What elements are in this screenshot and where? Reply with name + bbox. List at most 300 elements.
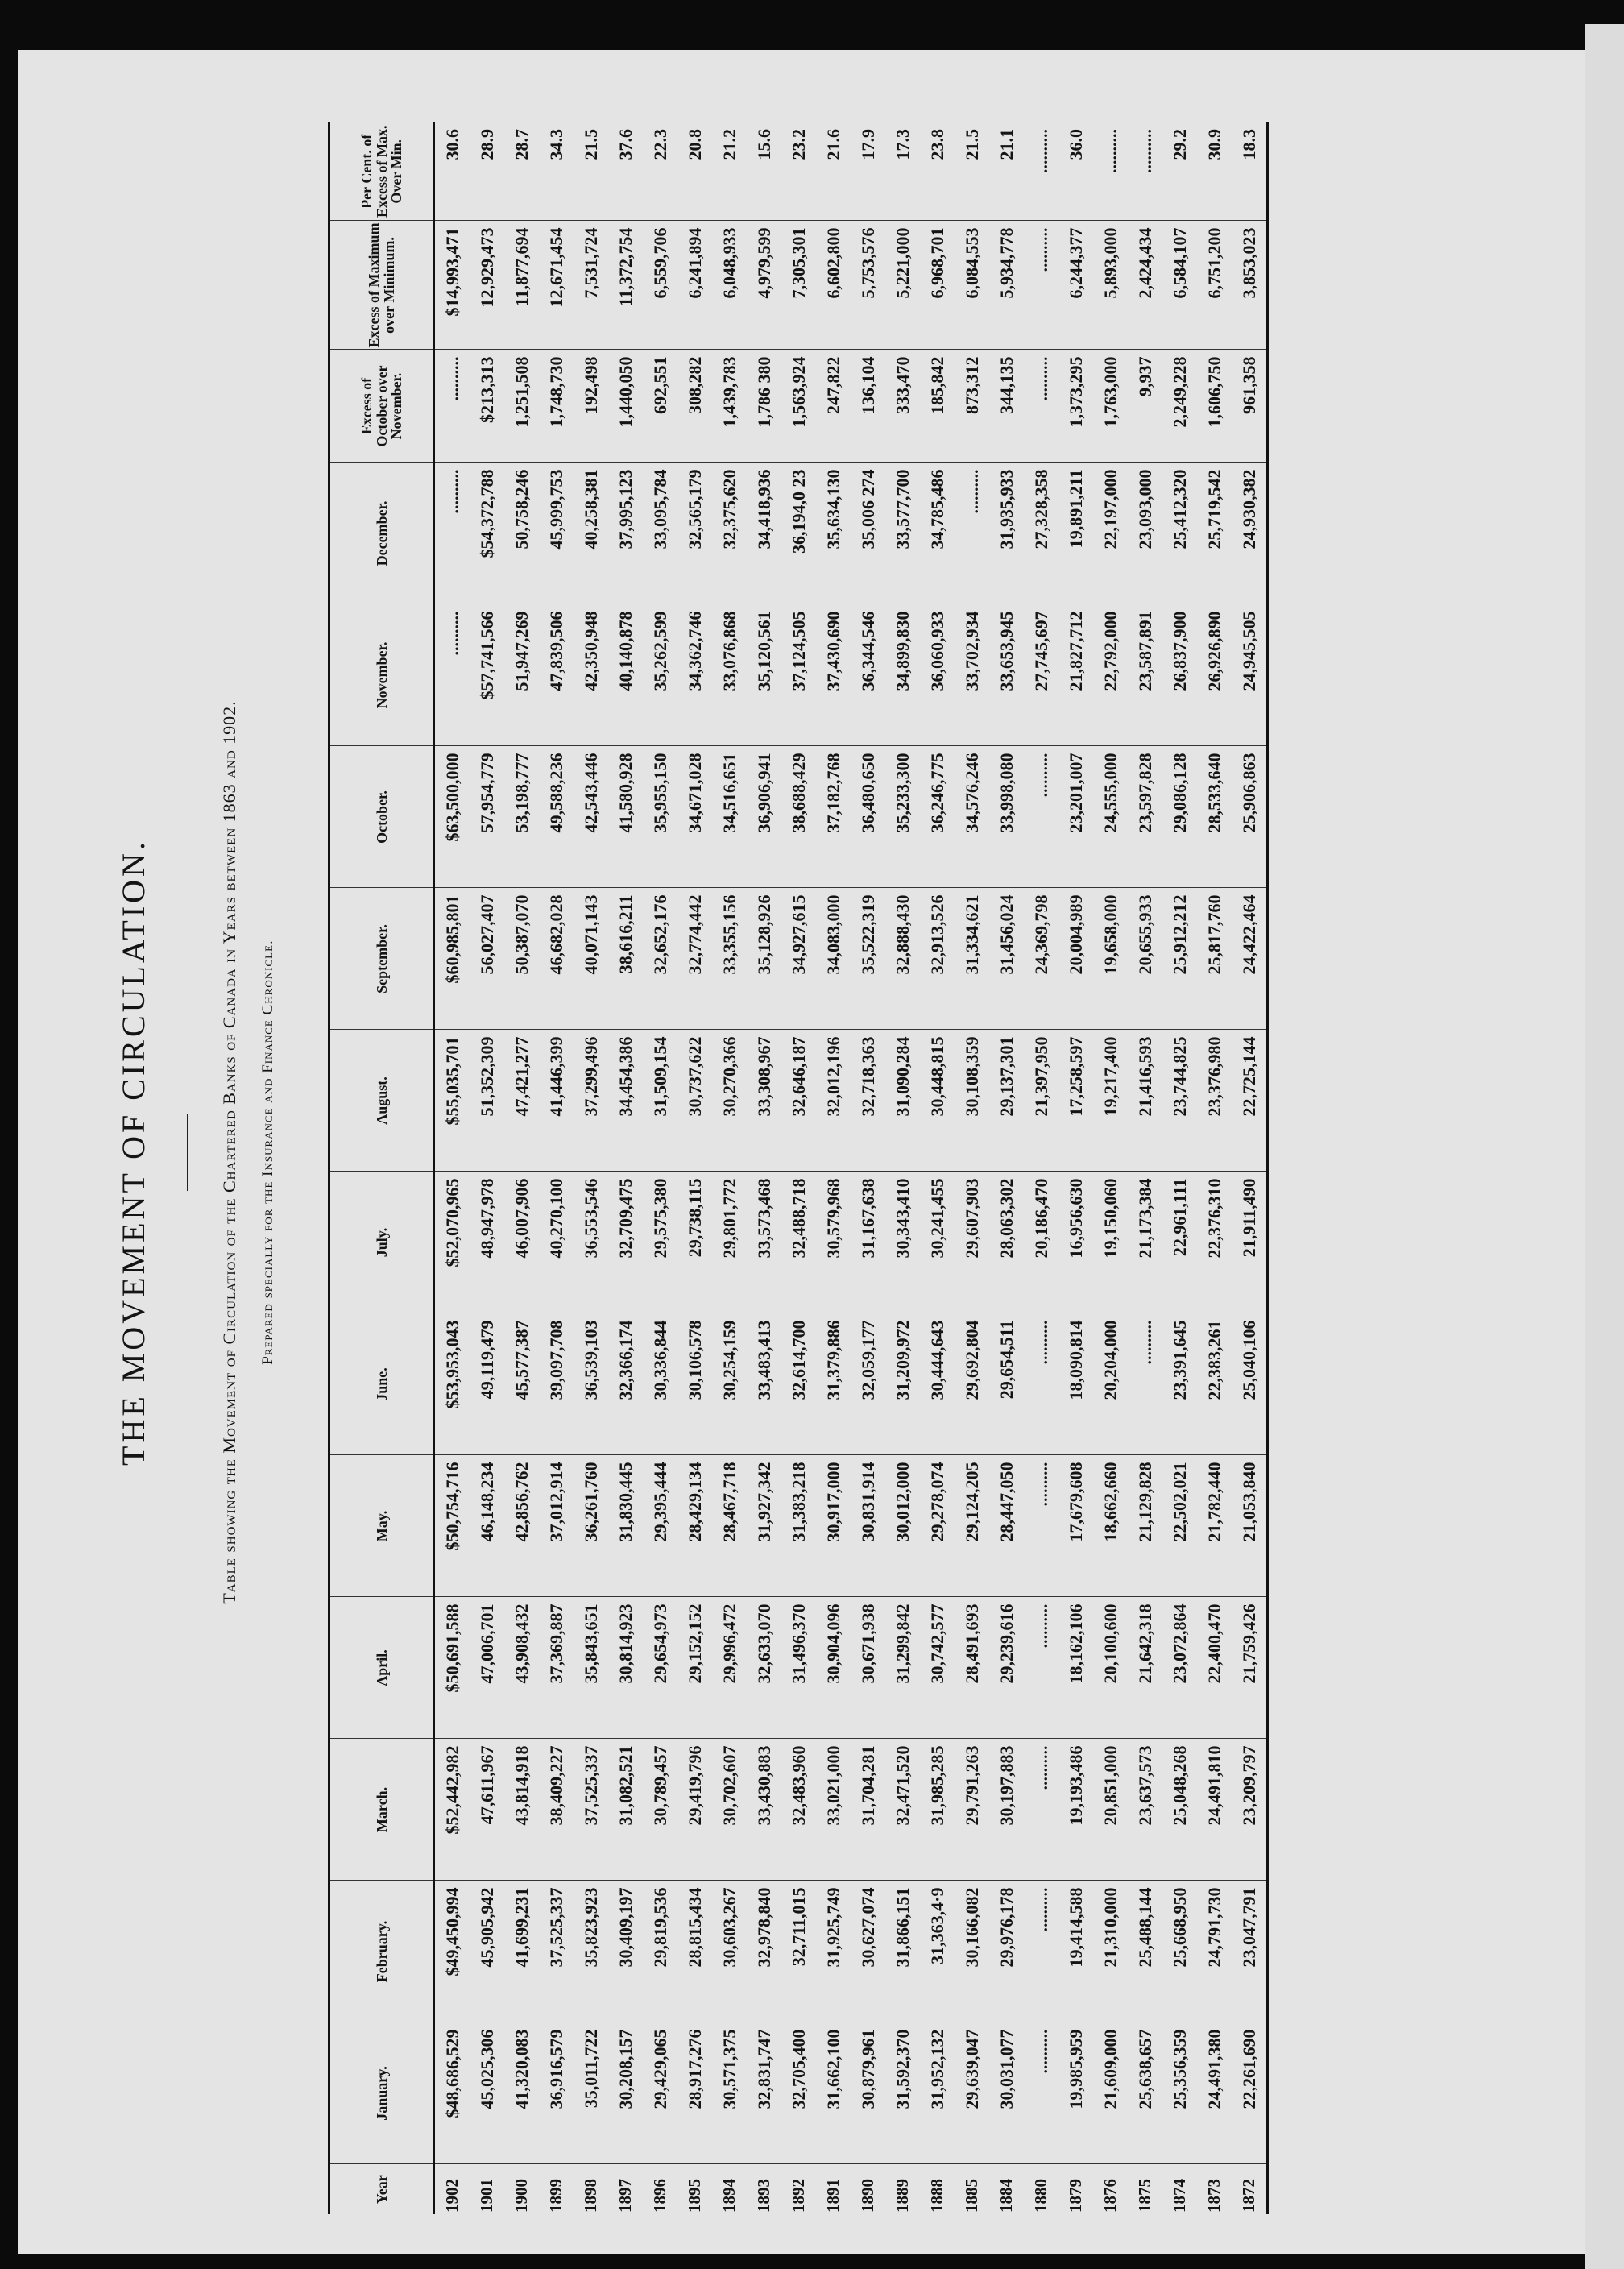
cell-excess-oct-nov: 2,249,228 — [1162, 350, 1197, 463]
header-december: December. — [329, 463, 435, 604]
cell-october: 34,671,028 — [677, 746, 712, 888]
cell-june: 45,577,387 — [504, 1313, 539, 1455]
cell-september: 31,334,621 — [955, 888, 989, 1030]
cell-excess-max-min: 6,584,107 — [1162, 221, 1197, 350]
cell-august: 41,446,399 — [539, 1030, 574, 1172]
cell-may: 18,662,660 — [1093, 1455, 1128, 1597]
table-row — [643, 122, 677, 2214]
cell-july: 33,573,468 — [747, 1172, 781, 1313]
table-row — [677, 122, 712, 2214]
cell-september: 35,522,319 — [851, 888, 885, 1030]
cell-march: 30,789,457 — [643, 1739, 677, 1881]
cell-percent-excess: .......... — [1093, 122, 1128, 221]
cell-august: 30,737,622 — [677, 1030, 712, 1172]
cell-april: 30,742,577 — [920, 1597, 955, 1739]
cell-excess-oct-nov: 1,606,750 — [1197, 350, 1232, 463]
cell-june: 32,059,177 — [851, 1313, 885, 1455]
cell-october: 53,198,777 — [504, 746, 539, 888]
cell-november: 22,792,000 — [1093, 604, 1128, 746]
cell-year: 1875 — [1135, 2179, 1154, 2213]
cell-percent-excess: 21.1 — [989, 122, 1024, 221]
table-row — [504, 122, 539, 2214]
cell-may: 28,429,134 — [677, 1455, 712, 1597]
circulation-table — [328, 122, 1269, 2214]
cell-may: 30,917,000 — [816, 1455, 851, 1597]
cell-year: 1892 — [789, 2179, 808, 2213]
table-row — [851, 122, 885, 2214]
cell-october: 41,580,928 — [608, 746, 643, 888]
cell-excess-oct-nov: 136,104 — [851, 350, 885, 463]
cell-june: 25,040,106 — [1232, 1313, 1268, 1455]
header-excess-oct-nov: Excess of October over November. — [329, 350, 435, 463]
cell-excess-oct-nov: 1,439,783 — [712, 350, 747, 463]
cell-october: 36,906,941 — [747, 746, 781, 888]
cell-july: 31,167,638 — [851, 1172, 885, 1313]
cell-june: 23,391,645 — [1162, 1313, 1197, 1455]
cell-october: 28,533,640 — [1197, 746, 1232, 888]
cell-february: 30,627,074 — [851, 1881, 885, 2022]
table-row — [989, 122, 1024, 2214]
cell-april: 47,006,701 — [470, 1597, 504, 1739]
cell-may: 21,129,828 — [1128, 1455, 1162, 1597]
cell-july: 36,553,546 — [574, 1172, 608, 1313]
cell-july: $52,070,965 — [434, 1172, 470, 1313]
cell-excess-oct-nov: 1,748,730 — [539, 350, 574, 463]
cell-march: 23,209,797 — [1232, 1739, 1268, 1881]
cell-february: 31,866,151 — [885, 1881, 920, 2022]
cell-excess-max-min: 12,671,454 — [539, 221, 574, 350]
cell-year: 1897 — [615, 2179, 635, 2213]
cell-august: 22,725,144 — [1232, 1030, 1268, 1172]
cell-december: $54,372,788 — [470, 463, 504, 604]
cell-january: 32,705,400 — [781, 2022, 816, 2164]
cell-february: 28,815,434 — [677, 1881, 712, 2022]
cell-december: 33,577,700 — [885, 463, 920, 604]
cell-february: 25,668,950 — [1162, 1881, 1197, 2022]
cell-august: 47,421,277 — [504, 1030, 539, 1172]
table-row — [816, 122, 851, 2214]
cell-march: 25,048,268 — [1162, 1739, 1197, 1881]
cell-october: 38,688,429 — [781, 746, 816, 888]
cell-percent-excess: 21.2 — [712, 122, 747, 221]
cell-april: 22,400,470 — [1197, 1597, 1232, 1739]
cell-year: 1880 — [1031, 2179, 1050, 2213]
cell-november: 36,060,933 — [920, 604, 955, 746]
cell-excess-max-min: 11,372,754 — [608, 221, 643, 350]
cell-august: 31,090,284 — [885, 1030, 920, 1172]
cell-september: 34,927,615 — [781, 888, 816, 1030]
cell-percent-excess: 30.6 — [434, 122, 470, 221]
cell-july: 29,738,115 — [677, 1172, 712, 1313]
cell-year: 1889 — [893, 2179, 912, 2213]
cell-april: .......... — [1024, 1597, 1058, 1739]
cell-february: 30,603,267 — [712, 1881, 747, 2022]
table-row — [920, 122, 955, 2214]
cell-excess-max-min: 5,893,000 — [1093, 221, 1128, 350]
cell-october: 33,998,080 — [989, 746, 1024, 888]
cell-percent-excess: 28.9 — [470, 122, 504, 221]
cell-september: 25,912,212 — [1162, 888, 1197, 1030]
cell-january: 25,356,359 — [1162, 2022, 1197, 2164]
cell-july: 29,801,772 — [712, 1172, 747, 1313]
cell-february: 21,310,000 — [1093, 1881, 1128, 2022]
cell-excess-oct-nov: 192,498 — [574, 350, 608, 463]
cell-april: 29,152,152 — [677, 1597, 712, 1739]
header-april: April. — [329, 1597, 435, 1739]
cell-excess-max-min: 12,929,473 — [470, 221, 504, 350]
cell-january: 22,261,690 — [1232, 2022, 1268, 2164]
cell-december: 36,194,0 23 — [781, 463, 816, 604]
document-page — [18, 50, 1585, 2254]
cell-excess-oct-nov: 185,842 — [920, 350, 955, 463]
cell-excess-oct-nov: 1,786 380 — [747, 350, 781, 463]
cell-july: 32,488,718 — [781, 1172, 816, 1313]
cell-july: 20,186,470 — [1024, 1172, 1058, 1313]
cell-february: 37,525,337 — [539, 1881, 574, 2022]
table-row — [1024, 122, 1058, 2214]
cell-september: 32,888,430 — [885, 888, 920, 1030]
cell-excess-max-min: 6,048,933 — [712, 221, 747, 350]
header-june: June. — [329, 1313, 435, 1455]
cell-august: 31,509,154 — [643, 1030, 677, 1172]
cell-january: 19,985,959 — [1058, 2022, 1093, 2164]
cell-november: 33,653,945 — [989, 604, 1024, 746]
table-row — [1162, 122, 1197, 2214]
cell-december: 25,412,320 — [1162, 463, 1197, 604]
cell-april: 30,671,938 — [851, 1597, 885, 1739]
table-row — [1128, 122, 1162, 2214]
table-row — [574, 122, 608, 2214]
cell-march: 38,409,227 — [539, 1739, 574, 1881]
cell-december: 45,999,753 — [539, 463, 574, 604]
cell-september: 32,913,526 — [920, 888, 955, 1030]
cell-february: 29,819,536 — [643, 1881, 677, 2022]
cell-june: $53,953,043 — [434, 1313, 470, 1455]
cell-july: 29,607,903 — [955, 1172, 989, 1313]
cell-march: 31,082,521 — [608, 1739, 643, 1881]
cell-excess-oct-nov: .......... — [1024, 350, 1058, 463]
cell-may: 31,383,218 — [781, 1455, 816, 1597]
cell-march: 30,702,607 — [712, 1739, 747, 1881]
cell-december: 35,006 274 — [851, 463, 885, 604]
cell-march: 33,430,883 — [747, 1739, 781, 1881]
cell-percent-excess: 37.6 — [608, 122, 643, 221]
cell-february: 32,978,840 — [747, 1881, 781, 2022]
header-october: October. — [329, 746, 435, 888]
cell-january: 30,031,077 — [989, 2022, 1024, 2164]
cell-january: 30,879,961 — [851, 2022, 885, 2164]
table-body — [434, 122, 1268, 2214]
cell-june: 31,209,972 — [885, 1313, 920, 1455]
cell-percent-excess: 21.5 — [574, 122, 608, 221]
cell-excess-oct-nov: 1,373,295 — [1058, 350, 1093, 463]
cell-may: 31,927,342 — [747, 1455, 781, 1597]
cell-september: 33,355,156 — [712, 888, 747, 1030]
cell-august: 21,397,950 — [1024, 1030, 1058, 1172]
table-row — [539, 122, 574, 2214]
cell-may: 30,831,914 — [851, 1455, 885, 1597]
cell-august: 23,744,825 — [1162, 1030, 1197, 1172]
cell-may: 30,012,000 — [885, 1455, 920, 1597]
cell-percent-excess: 20.8 — [677, 122, 712, 221]
header-february: February. — [329, 1881, 435, 2022]
cell-february: 29,976,178 — [989, 1881, 1024, 2022]
cell-january: 31,592,370 — [885, 2022, 920, 2164]
cell-april: 35,843,651 — [574, 1597, 608, 1739]
cell-excess-max-min: 6,559,706 — [643, 221, 677, 350]
cell-may: 17,679,608 — [1058, 1455, 1093, 1597]
cell-december: 34,785,486 — [920, 463, 955, 604]
cell-october: 42,543,446 — [574, 746, 608, 888]
cell-march: 29,791,263 — [955, 1739, 989, 1881]
cell-july: 30,343,410 — [885, 1172, 920, 1313]
cell-percent-excess: 23.2 — [781, 122, 816, 221]
cell-january: 21,609,000 — [1093, 2022, 1128, 2164]
cell-september: 32,774,442 — [677, 888, 712, 1030]
cell-percent-excess: .......... — [1024, 122, 1058, 221]
cell-excess-max-min: 7,305,301 — [781, 221, 816, 350]
cell-april: 31,496,370 — [781, 1597, 816, 1739]
cell-june: .......... — [1024, 1313, 1058, 1455]
cell-april: 29,654,973 — [643, 1597, 677, 1739]
cell-august: 37,299,496 — [574, 1030, 608, 1172]
cell-may: 36,261,760 — [574, 1455, 608, 1597]
cell-excess-max-min: 2,424,434 — [1128, 221, 1162, 350]
facing-page-edge — [1585, 24, 1624, 2269]
cell-july: 30,579,968 — [816, 1172, 851, 1313]
cell-june: 31,379,886 — [816, 1313, 851, 1455]
cell-december: 31,935,933 — [989, 463, 1024, 604]
cell-february: 31,925,749 — [816, 1881, 851, 2022]
cell-december: 25,719,542 — [1197, 463, 1232, 604]
header-may: May. — [329, 1455, 435, 1597]
cell-june: 36,539,103 — [574, 1313, 608, 1455]
cell-year: 1885 — [962, 2179, 981, 2213]
cell-january: 30,571,375 — [712, 2022, 747, 2164]
cell-april: 23,072,864 — [1162, 1597, 1197, 1739]
cell-october: 29,086,128 — [1162, 746, 1197, 888]
table-row — [747, 122, 781, 2214]
cell-excess-oct-nov: $213,313 — [470, 350, 504, 463]
cell-january: $48,686,529 — [434, 2022, 470, 2164]
table-source-note: Prepared specially for the Insurance and Finance Chronicle. — [259, 940, 276, 1365]
cell-april: 30,904,096 — [816, 1597, 851, 1739]
table-row — [885, 122, 920, 2214]
cell-april: 37,369,887 — [539, 1597, 574, 1739]
cell-percent-excess: 21.5 — [955, 122, 989, 221]
cell-excess-max-min: 5,221,000 — [885, 221, 920, 350]
cell-april: 31,299,842 — [885, 1597, 920, 1739]
cell-year: 1898 — [581, 2179, 600, 2213]
cell-april: 21,759,426 — [1232, 1597, 1268, 1739]
cell-october: 34,576,246 — [955, 746, 989, 888]
cell-february: 25,488,144 — [1128, 1881, 1162, 2022]
cell-may: .......... — [1024, 1455, 1058, 1597]
cell-year: 1874 — [1170, 2179, 1189, 2213]
cell-percent-excess: 17.9 — [851, 122, 885, 221]
cell-september: 46,682,028 — [539, 888, 574, 1030]
table-row — [1058, 122, 1093, 2214]
cell-march: 24,491,810 — [1197, 1739, 1232, 1881]
title-rule — [187, 1114, 188, 1191]
cell-january: .......... — [1024, 2022, 1058, 2164]
cell-percent-excess: 18.3 — [1232, 122, 1268, 221]
cell-year: 1901 — [477, 2179, 496, 2213]
cell-february: $49,450,994 — [434, 1881, 470, 2022]
cell-october: 24,555,000 — [1093, 746, 1128, 888]
cell-october: 57,954,779 — [470, 746, 504, 888]
cell-december: 37,995,123 — [608, 463, 643, 604]
cell-february: 30,166,082 — [955, 1881, 989, 2022]
cell-percent-excess: .......... — [1128, 122, 1162, 221]
cell-july: 30,241,455 — [920, 1172, 955, 1313]
cell-may: 21,782,440 — [1197, 1455, 1232, 1597]
cell-january: 29,429,065 — [643, 2022, 677, 2164]
cell-may: 42,856,762 — [504, 1455, 539, 1597]
cell-december: 22,197,000 — [1093, 463, 1128, 604]
cell-excess-oct-nov: 247,822 — [816, 350, 851, 463]
cell-december: 34,418,936 — [747, 463, 781, 604]
cell-october: 36,480,650 — [851, 746, 885, 888]
cell-december: 23,093,000 — [1128, 463, 1162, 604]
cell-year: 1873 — [1204, 2179, 1224, 2213]
cell-september: 31,456,024 — [989, 888, 1024, 1030]
cell-may: 29,278,074 — [920, 1455, 955, 1597]
cell-february: 35,823,923 — [574, 1881, 608, 2022]
cell-percent-excess: 30.9 — [1197, 122, 1232, 221]
cell-february: 30,409,197 — [608, 1881, 643, 2022]
cell-may: 29,395,444 — [643, 1455, 677, 1597]
cell-april: $50,691,588 — [434, 1597, 470, 1739]
page-title: THE MOVEMENT OF CIRCULATION. — [115, 839, 151, 1466]
cell-percent-excess: 36.0 — [1058, 122, 1093, 221]
cell-march: 31,704,281 — [851, 1739, 885, 1881]
cell-september: 56,027,407 — [470, 888, 504, 1030]
header-september: September. — [329, 888, 435, 1030]
cell-december: 32,565,179 — [677, 463, 712, 604]
cell-april: 43,908,432 — [504, 1597, 539, 1739]
cell-january: 32,831,747 — [747, 2022, 781, 2164]
cell-excess-oct-nov: 344,135 — [989, 350, 1024, 463]
cell-excess-max-min: 5,934,778 — [989, 221, 1024, 350]
cell-september: 25,817,760 — [1197, 888, 1232, 1030]
cell-june: 32,366,174 — [608, 1313, 643, 1455]
cell-year: 1891 — [823, 2179, 843, 2213]
cell-june: 30,444,643 — [920, 1313, 955, 1455]
cell-september: 32,652,176 — [643, 888, 677, 1030]
cell-february: 45,905,942 — [470, 1881, 504, 2022]
cell-august: 21,416,593 — [1128, 1030, 1162, 1172]
cell-january: 31,662,100 — [816, 2022, 851, 2164]
cell-august: 33,308,967 — [747, 1030, 781, 1172]
cell-year: 1895 — [685, 2179, 704, 2213]
cell-june: 22,383,261 — [1197, 1313, 1232, 1455]
cell-excess-oct-nov: 873,312 — [955, 350, 989, 463]
cell-november: 33,702,934 — [955, 604, 989, 746]
cell-january: 25,638,657 — [1128, 2022, 1162, 2164]
cell-may: 22,502,021 — [1162, 1455, 1197, 1597]
cell-december: 33,095,784 — [643, 463, 677, 604]
cell-february: 24,791,730 — [1197, 1881, 1232, 2022]
cell-august: 29,137,301 — [989, 1030, 1024, 1172]
cell-march: .......... — [1024, 1739, 1058, 1881]
cell-november: 35,120,561 — [747, 604, 781, 746]
cell-year: 1890 — [858, 2179, 877, 2213]
cell-september: $60,985,801 — [434, 888, 470, 1030]
cell-april: 32,633,070 — [747, 1597, 781, 1739]
table-row — [608, 122, 643, 2214]
cell-march: 47,611,967 — [470, 1739, 504, 1881]
cell-july: 29,575,380 — [643, 1172, 677, 1313]
cell-june: 39,097,708 — [539, 1313, 574, 1455]
cell-december: .......... — [434, 463, 470, 604]
cell-percent-excess: 23.8 — [920, 122, 955, 221]
cell-october: 37,182,768 — [816, 746, 851, 888]
cell-july: 22,961,111 — [1162, 1172, 1197, 1313]
cell-august: 19,217,400 — [1093, 1030, 1128, 1172]
cell-november: 37,430,690 — [816, 604, 851, 746]
cell-december: 24,930,382 — [1232, 463, 1268, 604]
table-row — [1232, 122, 1268, 2214]
cell-march: 29,419,796 — [677, 1739, 712, 1881]
cell-excess-max-min: 6,968,701 — [920, 221, 955, 350]
cell-september: 24,369,798 — [1024, 888, 1058, 1030]
cell-october: 49,588,236 — [539, 746, 574, 888]
cell-percent-excess: 21.6 — [816, 122, 851, 221]
cell-november: 27,745,697 — [1024, 604, 1058, 746]
cell-june: 20,204,000 — [1093, 1313, 1128, 1455]
cell-january: 45,025,306 — [470, 2022, 504, 2164]
cell-march: 31,985,285 — [920, 1739, 955, 1881]
cell-may: $50,754,716 — [434, 1455, 470, 1597]
cell-august: 30,448,815 — [920, 1030, 955, 1172]
cell-august: 32,718,363 — [851, 1030, 885, 1172]
cell-november: 34,362,746 — [677, 604, 712, 746]
cell-july: 22,376,310 — [1197, 1172, 1232, 1313]
cell-november: 33,076,868 — [712, 604, 747, 746]
cell-excess-max-min: 6,241,894 — [677, 221, 712, 350]
cell-february: .......... — [1024, 1881, 1058, 2022]
cell-year: 1894 — [719, 2179, 739, 2213]
cell-september: 19,658,000 — [1093, 888, 1128, 1030]
table-row — [781, 122, 816, 2214]
cell-may: 46,148,234 — [470, 1455, 504, 1597]
cell-june: .......... — [1128, 1313, 1162, 1455]
cell-january: 30,208,157 — [608, 2022, 643, 2164]
table-row — [955, 122, 989, 2214]
cell-excess-oct-nov: 961,358 — [1232, 350, 1268, 463]
cell-november: 21,827,712 — [1058, 604, 1093, 746]
cell-june: 29,692,804 — [955, 1313, 989, 1455]
table-row — [1093, 122, 1128, 2214]
cell-december: .......... — [955, 463, 989, 604]
cell-april: 18,162,106 — [1058, 1597, 1093, 1739]
cell-april: 30,814,923 — [608, 1597, 643, 1739]
cell-excess-oct-nov: 692,551 — [643, 350, 677, 463]
cell-april: 20,100,600 — [1093, 1597, 1128, 1739]
cell-august: 32,012,196 — [816, 1030, 851, 1172]
cell-august: 23,376,980 — [1197, 1030, 1232, 1172]
cell-november: 34,899,830 — [885, 604, 920, 746]
cell-september: 20,004,989 — [1058, 888, 1093, 1030]
table-row — [470, 122, 504, 2214]
cell-year: 1879 — [1066, 2179, 1085, 2213]
cell-july: 28,063,302 — [989, 1172, 1024, 1313]
cell-july: 32,709,475 — [608, 1172, 643, 1313]
cell-december: 32,375,620 — [712, 463, 747, 604]
cell-april: 21,642,318 — [1128, 1597, 1162, 1739]
cell-november: 40,140,878 — [608, 604, 643, 746]
